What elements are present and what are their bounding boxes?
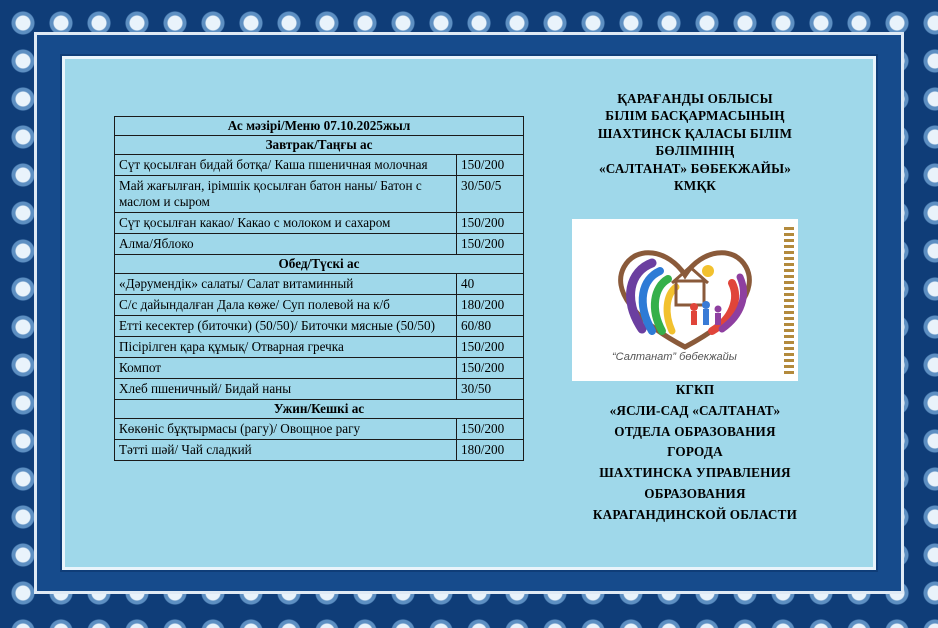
org-line: ШАХТИНСК ҚАЛАСЫ БІЛІМ [597, 125, 793, 141]
org-line: ОБРАЗОВАНИЯ [644, 485, 746, 501]
dish-qty: 40 [457, 274, 524, 295]
dish-qty: 180/200 [457, 295, 524, 316]
dish-qty: 30/50 [457, 379, 524, 400]
org-line: БӨЛІМІНІҢ [655, 143, 735, 159]
section-lunch: Обед/Түскі ас [115, 255, 524, 274]
table-row [115, 440, 524, 461]
org-line: «САЛТАНАТ» БӨБЕКЖАЙЫ» [598, 160, 792, 176]
table-row [115, 213, 524, 234]
dish-name: «Дәрумендік» салаты/ Салат витаминный [115, 274, 457, 295]
dish-qty: 150/200 [457, 213, 524, 234]
dish-qty: 180/200 [457, 440, 524, 461]
table-row [115, 358, 524, 379]
dish-name: Пісірілген қара құмық/ Отварная гречка [115, 337, 457, 358]
table-row [115, 274, 524, 295]
org-line: ГОРОДА [667, 444, 723, 460]
dish-qty: 150/200 [457, 419, 524, 440]
table-row [115, 176, 524, 213]
section-dinner: Ужин/Кешкі ас [115, 400, 524, 419]
dish-name: Етті кесектер (биточки) (50/50)/ Биточки мясные (50/50) [115, 316, 457, 337]
org-line: ОТДЕЛА ОБРАЗОВАНИЯ [614, 423, 776, 439]
dish-qty: 150/200 [457, 337, 524, 358]
org-line: «ЯСЛИ-САД «САЛТАНАТ» [609, 402, 781, 418]
kindergarten-logo [572, 219, 798, 381]
logo-caption: “Салтанат” бөбекжайы [612, 351, 737, 363]
dish-name: Алма/Яблоко [115, 234, 457, 255]
menu-title: Ас мәзірі/Меню 07.10.2025жыл [115, 117, 524, 136]
dish-name: Көкөніс бұқтырмасы (рагу)/ Овощное рагу [115, 419, 457, 440]
ornament-strip [784, 227, 794, 375]
dish-qty: 30/50/5 [457, 176, 524, 213]
dish-qty: 150/200 [457, 358, 524, 379]
dish-name: Сүт қосылған бидай ботқа/ Каша пшеничная молочная [115, 155, 457, 176]
table-row [115, 295, 524, 316]
org-name-kazakh [560, 90, 830, 194]
org-name-russian [560, 380, 830, 526]
dish-qty: 150/200 [457, 155, 524, 176]
table-row [115, 316, 524, 337]
org-line: КМҚК [674, 178, 716, 194]
section-breakfast: Завтрак/Таңғы ас [115, 136, 524, 155]
menu-table [114, 116, 524, 461]
org-line: ШАХТИНСКА УПРАВЛЕНИЯ [599, 465, 791, 481]
dish-name: Май жағылған, ірімшік қосылған батон наны/ Батон с маслом и сыром [115, 176, 457, 213]
table-row [115, 155, 524, 176]
dish-qty: 150/200 [457, 234, 524, 255]
org-line: ҚАРАҒАНДЫ ОБЛЫСЫ [617, 91, 773, 106]
table-row [115, 337, 524, 358]
table-row [115, 234, 524, 255]
org-line: БІЛІМ БАСҚАРМАСЫНЫҢ [605, 108, 785, 124]
dish-qty: 60/80 [457, 316, 524, 337]
table-row [115, 419, 524, 440]
org-line: КАРАГАНДИНСКОЙ ОБЛАСТИ [592, 506, 798, 522]
dish-name: Хлеб пшеничный/ Бидай наны [115, 379, 457, 400]
table-row [115, 379, 524, 400]
org-line: КГКП [675, 382, 715, 397]
dish-name: Компот [115, 358, 457, 379]
dish-name: Сүт қосылған какао/ Какао с молоком и сахаром [115, 213, 457, 234]
dish-name: Тәтті шәй/ Чай сладкий [115, 440, 457, 461]
dish-name: С/с дайындалған Дала көже/ Суп полевой на к/б [115, 295, 457, 316]
